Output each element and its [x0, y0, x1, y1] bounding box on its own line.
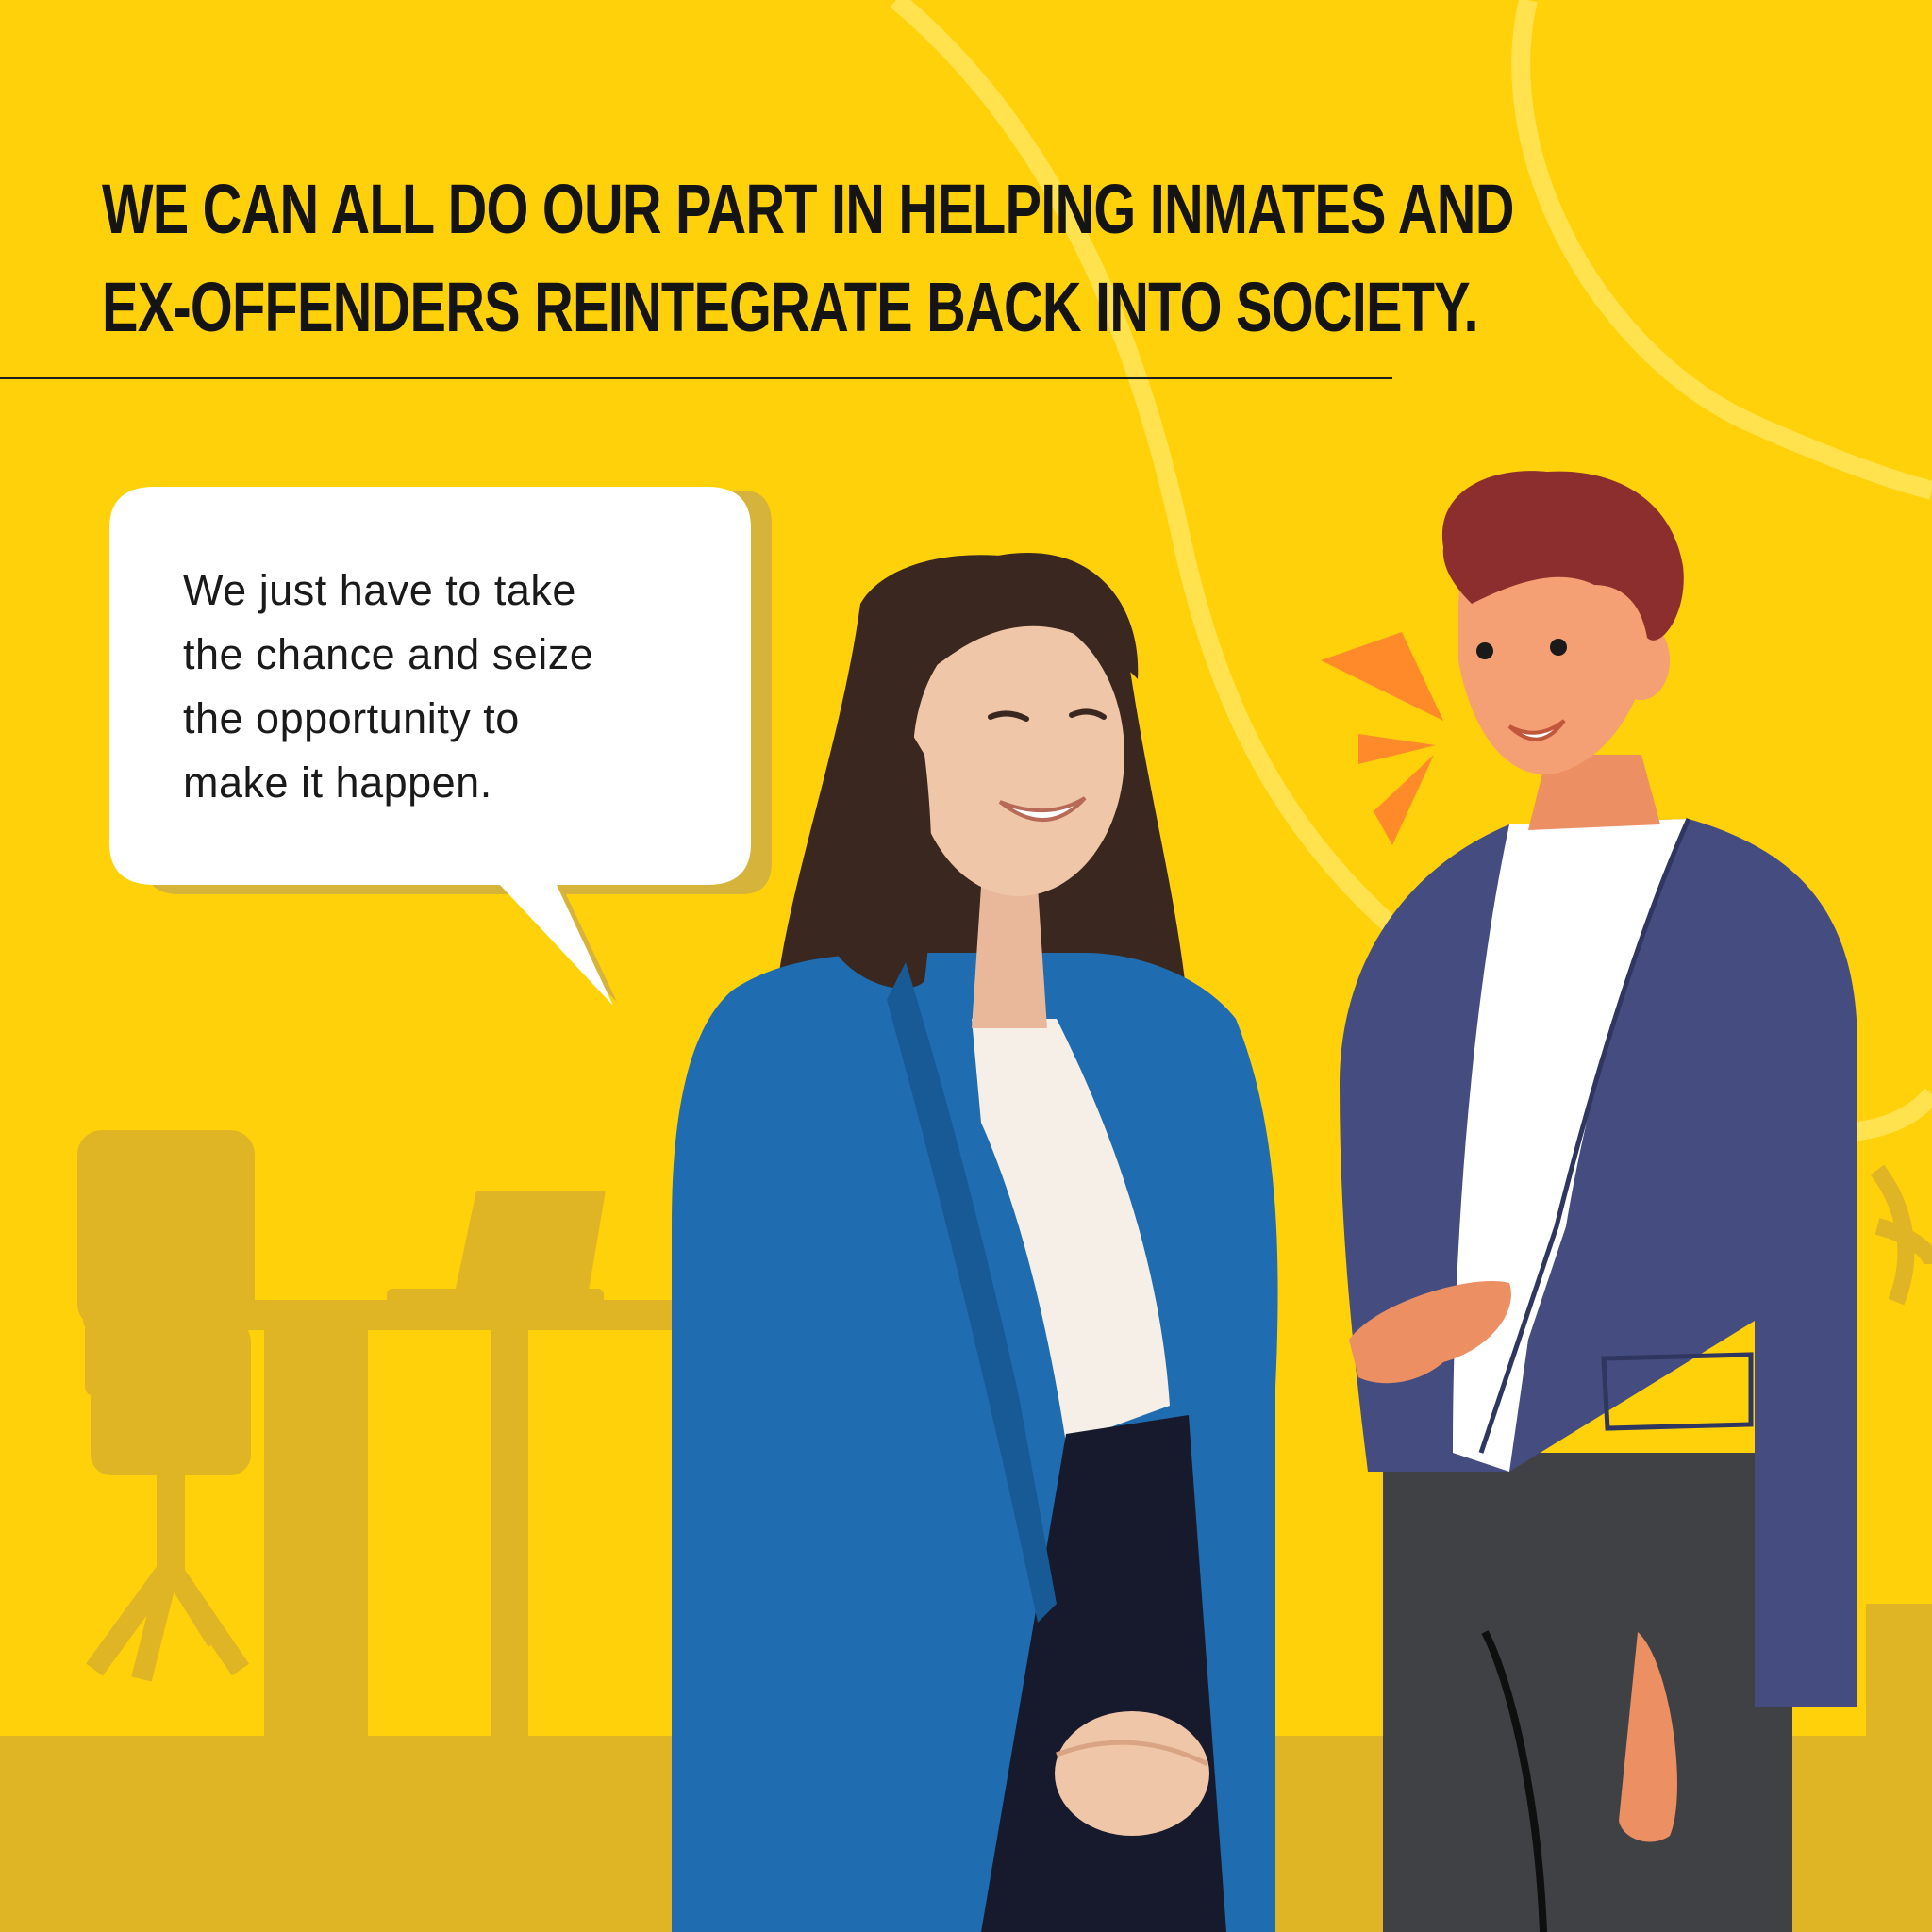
headline-divider — [0, 377, 1392, 379]
exclamation-rays-icon — [1321, 632, 1443, 845]
man-trousers — [1383, 1453, 1792, 1932]
headline — [102, 160, 1514, 357]
speech-bubble-line-3: the opportunity to — [183, 694, 520, 742]
speech-bubble-line-2: the chance and seize — [183, 630, 594, 678]
speech-bubble-line-4: make it happen. — [183, 758, 492, 807]
man-figure — [1321, 471, 1857, 1932]
woman-hands — [1055, 1711, 1209, 1836]
decorative-swoosh-right — [1521, 0, 1932, 491]
speech-bubble-line-1: We just have to take — [183, 566, 576, 614]
headline-line-1: WE CAN ALL DO OUR PART IN HELPING INMATES AND — [102, 170, 1514, 248]
speech-bubble-text — [183, 558, 711, 815]
headline-line-2: EX-OFFENDERS REINTEGRATE BACK INTO SOCIETY. — [102, 268, 1478, 346]
